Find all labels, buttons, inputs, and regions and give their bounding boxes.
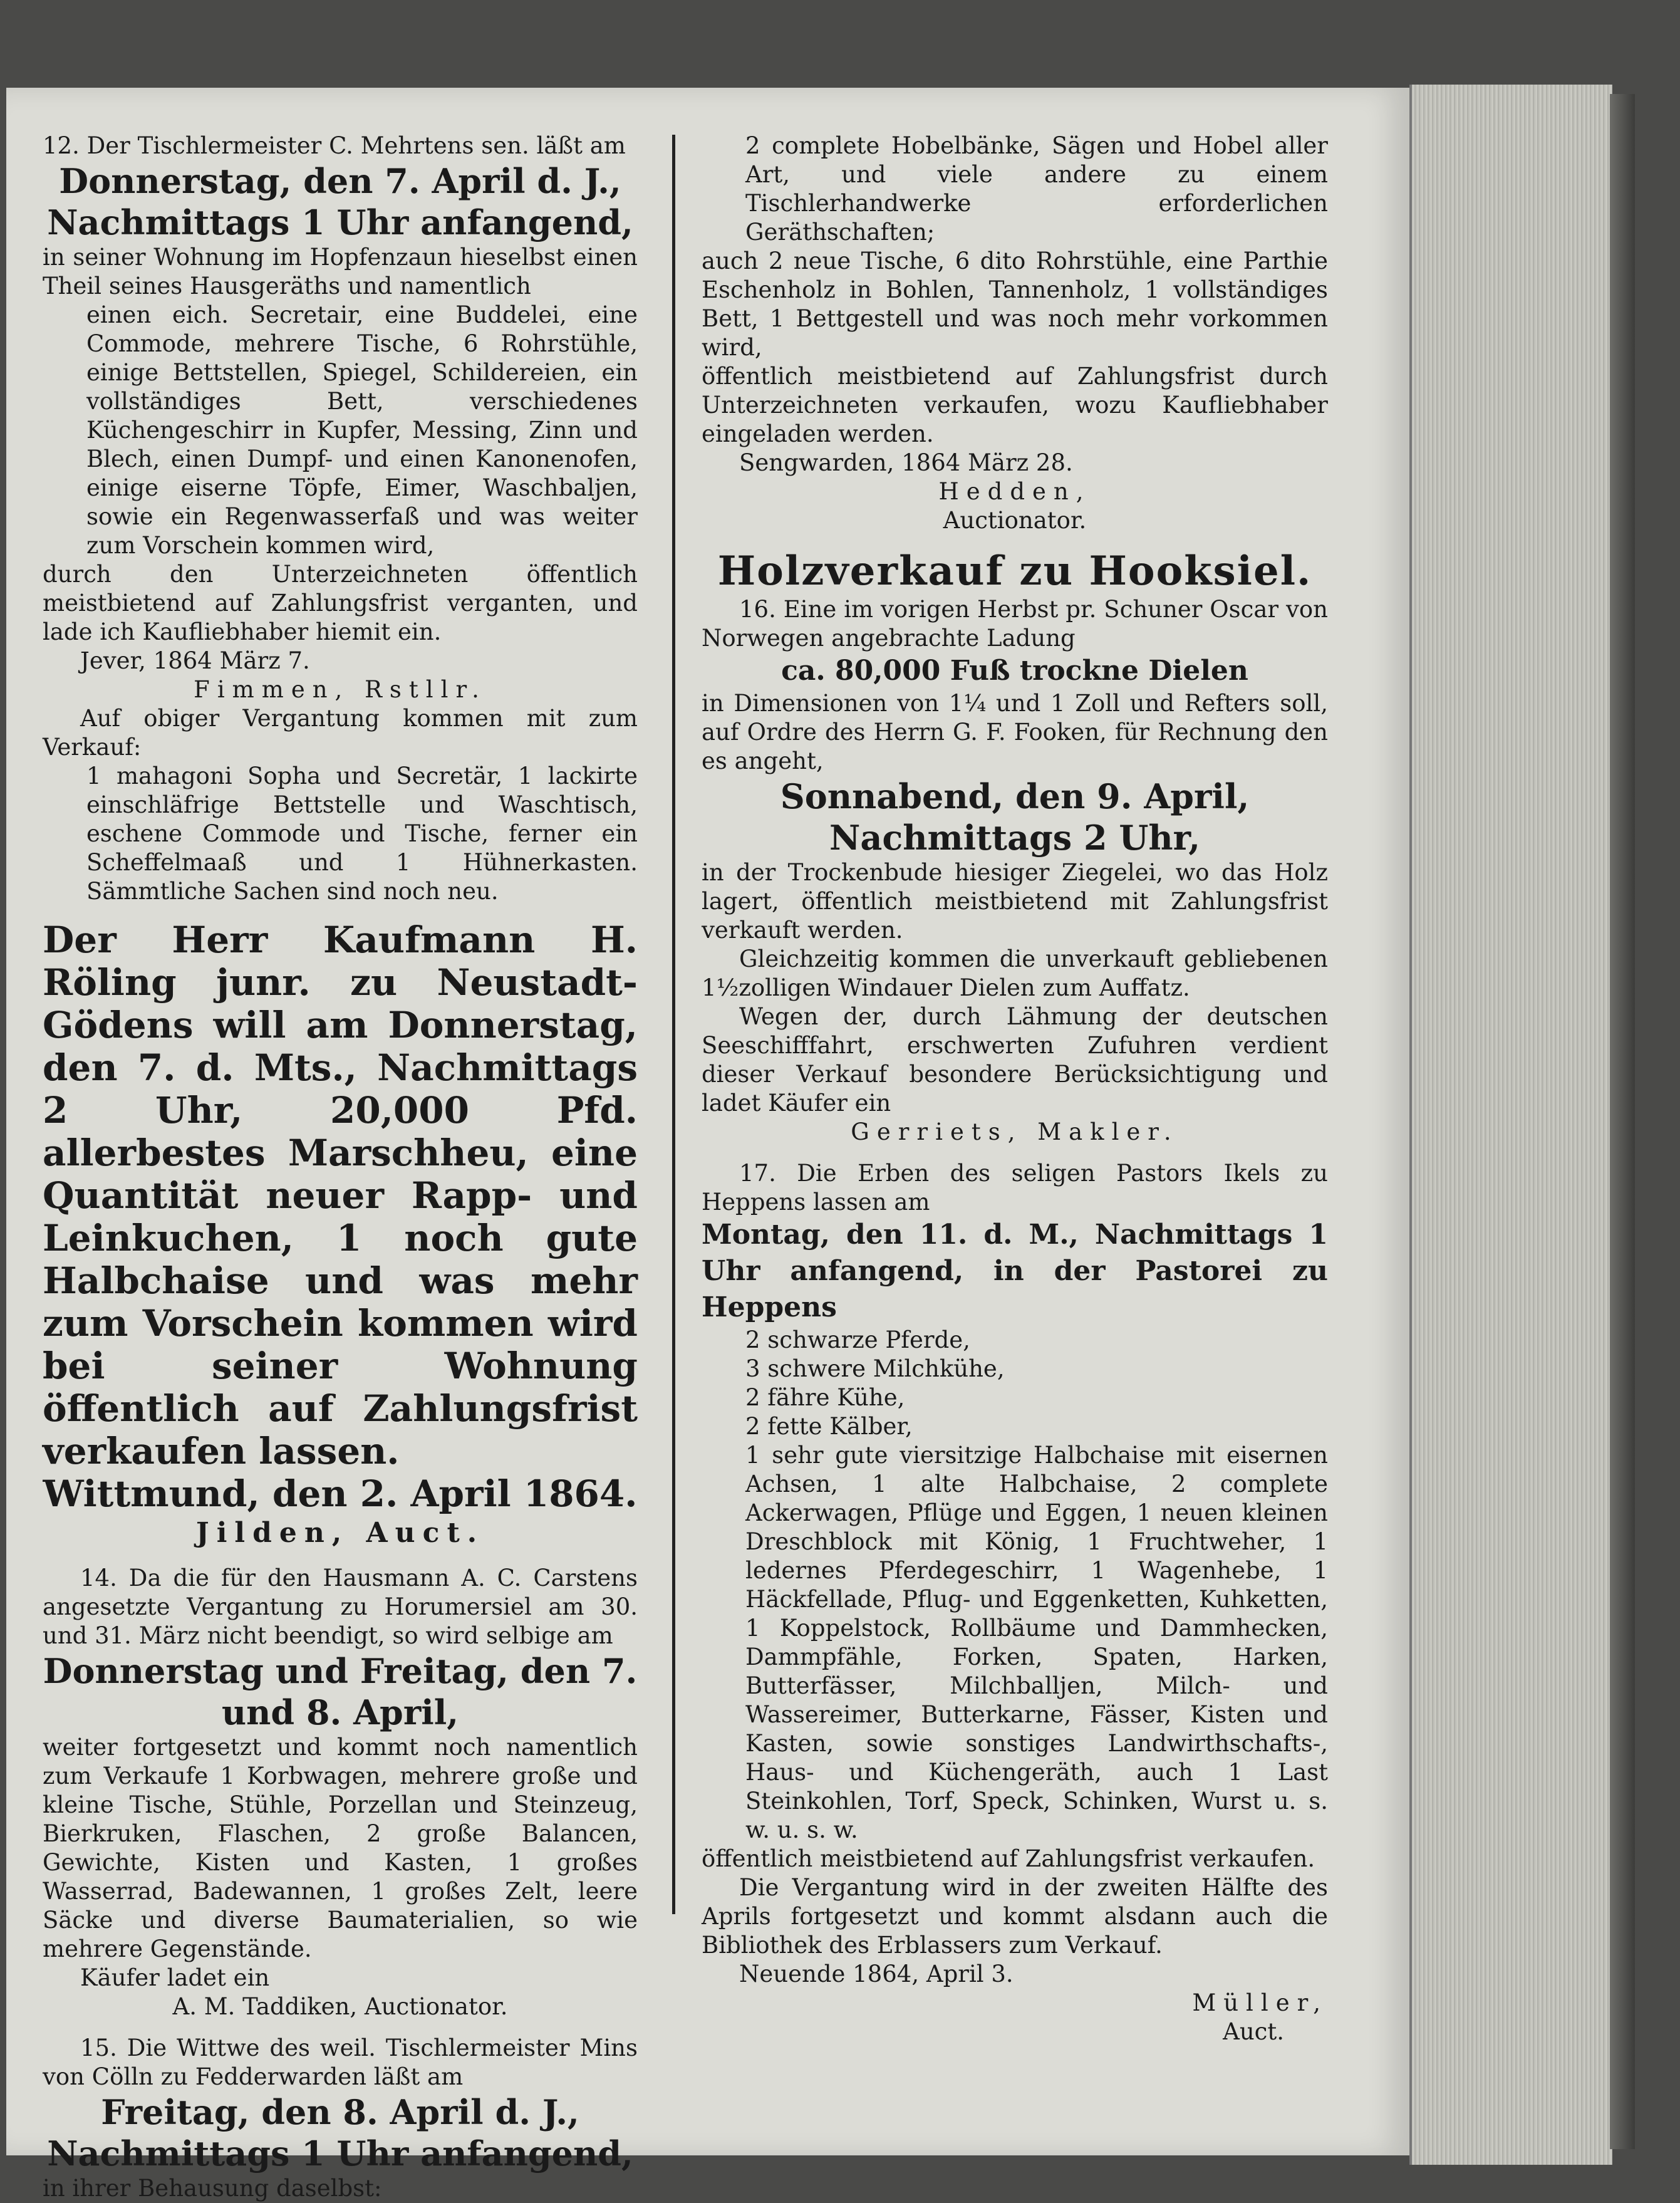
book-edge-shadow (1610, 94, 1635, 2149)
notice-12-body-end: durch den Unterzeichneten öffentlich meistbietend auf Zahlungsfrist verganten, und lade ich Kaufliebhaber hiemit ein. (43, 561, 638, 645)
notice-15-signature-title: Auctionator. (943, 507, 1087, 534)
notice-12-intro: 12. Der Tischlermeister C. Mehrtens sen. läßt am (43, 132, 626, 159)
notice-16-cargo: ca. 80,000 Fuß trockne Dielen (781, 655, 1248, 687)
notice-12-body: in seiner Wohnung im Hopfenzaun hieselbst einen Theil seines Hausgeräths und namentlich (43, 244, 638, 299)
notice-15-date: Freitag, den 8. April d. J., Nachmittags 1 Uhr anfangend, (47, 2092, 633, 2174)
notice-15-body-end: öffentlich meistbietend auf Zahlungsfrist durch Unterzeichneten verkaufen, wozu Kaufliebhaber eingeladen werden. (702, 363, 1328, 447)
notice-17-date: Montag, den 11. d. M., Nachmittags 1 Uhr anfangend, in der Pastorei zu Heppens (702, 1219, 1328, 1323)
notice-15-body: in ihrer Behausung daselbst: (43, 2175, 382, 2202)
column-divider (672, 135, 675, 1914)
notice-16-signature: Gerriets, Makler. (851, 1118, 1179, 1145)
notice-14-body: weiter fortgesetzt und kommt noch namentlich zum Verkaufe 1 Korbwagen, mehrere große und kleine Tische, Stühle, Porzellan und Steinzeug, Bierkruken, Flaschen, 2 große Balancen, Gewichte, Kisten und Kasten, 1 großes Wasserrad, Badewannen, 1 großes Zelt, leere Säcke und diverse Baumaterialien, so wie mehrere Gegenstände. (43, 1734, 638, 1962)
right-column (702, 132, 1328, 2046)
notice-17-place: Neuende 1864, April 3. (739, 1961, 1014, 1987)
notice-15-items-more: auch 2 neue Tische, 6 dito Rohrstühle, eine Parthie Eschenholz in Bohlen, Tannenholz, 1 vollständiges Bett, 1 Bettgestell und was noch mehr vorkommen wird, (702, 247, 1328, 361)
notice-16-additional: Gleichzeitig kommen die unverkauft gebliebenen 1½zolligen Windauer Dielen zum Auffatz. (702, 945, 1328, 1001)
notice-17-continuation: Die Vergantung wird in der zweiten Hälfte des Aprils fortgesetzt und kommt alsdann auch die Bibliothek des Erblassers zum Verkauf. (702, 1874, 1328, 1959)
notice-13-headline: Der Herr Kaufmann H. Röling junr. zu Neustadt-Gödens will am Donnerstag, den 7. d. Mts., Nachmittags 2 Uhr, 20,000 Pfd. allerbestes Marschheu, eine Quantität neuer Rapp- und Leinkuchen, 1 noch gute Halbchaise und was mehr zum Vorschein kommen wird bei seiner Wohnung öffentlich auf Zahlungsfrist verkaufen lassen. (43, 919, 638, 1472)
notice-15-items: 2 complete Hobelbänke, Sägen und Hobel aller Art, und viele andere zu einem Tischlerhandwerke erforderlichen Geräthschaften; (745, 132, 1328, 246)
notice-14-intro: 14. Da die für den Hausmann A. C. Carstens angesetzte Vergantung zu Horumersiel am 30. und 31. März nicht beendigt, so wird selbige am (43, 1565, 638, 1649)
notice-15-place: Sengwarden, 1864 März 28. (739, 449, 1073, 476)
notice-13-signature: Jilden, Auct. (195, 1517, 485, 1549)
notice-12-addendum-items: 1 mahagoni Sopha und Secretär, 1 lackirte einschläfrige Bettstelle und Waschtisch, eschene Commode und Tische, ferner ein Scheffelmaaß und 1 Hühnerkasten. Sämmtliche Sachen sind noch neu. (86, 763, 638, 905)
book-fore-edge (1409, 85, 1612, 2165)
notice-14-invite: Käufer ladet ein (80, 1964, 270, 1991)
notice-17-signature: Müller, (1192, 1989, 1328, 2016)
notice-17-intro: 17. Die Erben des seligen Pastors Ikels zu Heppens lassen am (702, 1160, 1328, 1216)
notice-12-addendum: Auf obiger Vergantung kommen mit zum Verkauf: (43, 705, 638, 761)
list-item: 2 fähre Kühe, (745, 1384, 905, 1411)
left-column (43, 132, 638, 2203)
notice-12-place: Jever, 1864 März 7. (80, 647, 310, 674)
notice-12-items: einen eich. Secretair, eine Buddelei, eine Commode, mehrere Tische, 6 Rohrstühle, einige Bettstellen, Spiegel, Schildereien, ein vollständiges Bett, verschiedenes Küchengeschirr in Kupfer, Messing, Zinn und Blech, einen Dumpf- und einen Kanonenofen, einige eiserne Töpfe, Eimer, Waschbaljen, sowie ein Regenwasserfaß und was weiter zum Vorschein kommen wird, (86, 301, 638, 559)
notice-16-intro: 16. Eine im vorigen Herbst pr. Schuner Oscar von Norwegen angebrachte Ladung (702, 596, 1328, 652)
notice-12-signature: Fimmen, Rstllr. (194, 676, 487, 703)
notice-14-date: Donnerstag und Freitag, den 7. und 8. April, (43, 1651, 638, 1732)
notice-17-goods: 1 sehr gute viersitzige Halbchaise mit eisernen Achsen, 1 alte Halbchaise, 2 complete Ackerwagen, Pflüge und Eggen, 1 neuen kleinen Dreschblock mit König, 1 Fruchtweher, 1 ledernes Pferdegeschirr, 1 Wagenhebe, 1 Häckfellade, Pflug- und Eggenketten, Kuhketten, 1 Koppelstock, Rollbäume und Dammhecken, Dammpfähle, Forken, Spaten, Harken, Butterfässer, Milchballjen, Milch- und Wassereimer, Butterkarne, Fässer, Kisten und Kasten, sowie sonstiges Landwirthschafts-, Haus- und Küchengeräth, auch 1 Last Steinkohlen, Torf, Speck, Schinken, Wurst u. s. w. u. s. w. (745, 1442, 1328, 1843)
notice-16-location: in der Trockenbude hiesiger Ziegelei, wo das Holz lagert, öffentlich meistbietend mit Zahlungsfrist verkauft werden. (702, 859, 1328, 944)
list-item: 2 fette Kälber, (745, 1413, 913, 1440)
list-item: 2 schwarze Pferde, (745, 1326, 970, 1353)
list-item: 3 schwere Milchkühe, (745, 1355, 1005, 1382)
notice-16-title: Holzverkauf zu Hooksiel. (717, 548, 1312, 595)
notice-16-remark: Wegen der, durch Lähmung der deutschen Seeschifffahrt, erschwerten Zufuhren verdient dieser Verkauf besondere Berücksichtigung und ladet Käufer ein (702, 1003, 1328, 1117)
notice-14-signature: A. M. Taddiken, Auctionator. (172, 1993, 508, 2020)
notice-17-body-end: öffentlich meistbietend auf Zahlungsfrist verkaufen. (702, 1845, 1315, 1872)
notice-17-livestock-list (702, 1326, 1328, 1441)
notice-12-date: Donnerstag, den 7. April d. J., Nachmittags 1 Uhr anfangend, (47, 161, 633, 242)
notice-15-intro: 15. Die Wittwe des weil. Tischlermeister Mins von Cölln zu Fedderwarden läßt am (43, 2034, 638, 2090)
notice-16-date: Sonnabend, den 9. April, Nachmittags 2 Uhr, (780, 776, 1250, 858)
notice-16-body: in Dimensionen von 1¼ und 1 Zoll und Refters soll, auf Ordre des Herrn G. F. Fooken, für Rechnung den es angeht, (702, 690, 1328, 774)
notice-13-place: Wittmund, den 2. April 1864. (43, 1472, 638, 1515)
notice-15-signature: Hedden, (938, 478, 1091, 505)
notice-17-signature-title: Auct. (1223, 2018, 1284, 2045)
